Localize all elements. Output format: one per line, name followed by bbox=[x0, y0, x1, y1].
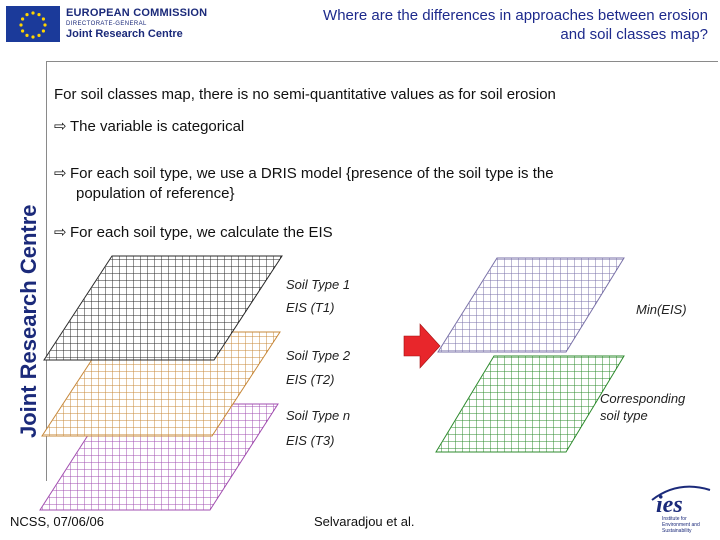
ies-sub-1: Institute for bbox=[662, 516, 687, 522]
title-line-2: and soil classes map? bbox=[560, 26, 708, 43]
bullet-2-text: For each soil type, we use a DRIS model {presence of the soil type is the bbox=[70, 165, 554, 182]
layer-min-eis bbox=[438, 258, 624, 352]
red-arrow-icon bbox=[404, 324, 440, 368]
min-eis-label: Min(EIS) bbox=[636, 302, 687, 317]
footer-author: Selvaradjou et al. bbox=[314, 514, 415, 529]
arrow-bullet-icon: ⇨ bbox=[54, 118, 67, 135]
corresponding-line-2: soil type bbox=[600, 408, 648, 423]
ies-sub-2: Environment and bbox=[662, 522, 700, 528]
arrow-bullet-icon: ⇨ bbox=[54, 165, 67, 182]
footer-date: NCSS, 07/06/06 bbox=[10, 514, 104, 529]
intro-text: For soil classes map, there is no semi-quantitative values as for soil erosion bbox=[54, 86, 556, 103]
logo-jrc: Joint Research Centre bbox=[66, 28, 183, 40]
ies-logo-mark bbox=[648, 478, 714, 534]
sidebar-vertical-text: Joint Research Centre bbox=[16, 204, 41, 438]
ies-sub-3: Sustainability bbox=[662, 528, 692, 534]
layer-2-name: Soil Type 2 bbox=[286, 348, 351, 363]
ies-logo bbox=[648, 478, 714, 534]
corresponding-soil-type-label bbox=[600, 390, 685, 424]
layer-2-eis: EIS (T2) bbox=[286, 372, 335, 387]
bullet-1-text: The variable is categorical bbox=[70, 118, 245, 135]
layer-1-name: Soil Type 1 bbox=[286, 277, 351, 292]
arrow-bullet-icon: ⇨ bbox=[54, 224, 67, 241]
layer-1-eis: EIS (T1) bbox=[286, 300, 335, 315]
layer-corresponding-soil-type bbox=[436, 356, 624, 452]
corresponding-line-1: Corresponding bbox=[600, 391, 686, 406]
ies-logo-text: ies bbox=[656, 492, 683, 518]
title-line-1: Where are the differences in approaches between erosion bbox=[323, 7, 708, 24]
logo-subtitle: DIRECTORATE-GENERAL bbox=[66, 21, 147, 27]
layer-n-name: Soil Type n bbox=[286, 408, 351, 423]
layer-n-eis: EIS (T3) bbox=[286, 433, 335, 448]
bullet-3-text: For each soil type, we calculate the EIS bbox=[70, 224, 333, 241]
logo-title: EUROPEAN COMMISSION bbox=[66, 7, 208, 19]
bullet-2-continued: population of reference} bbox=[76, 185, 235, 202]
